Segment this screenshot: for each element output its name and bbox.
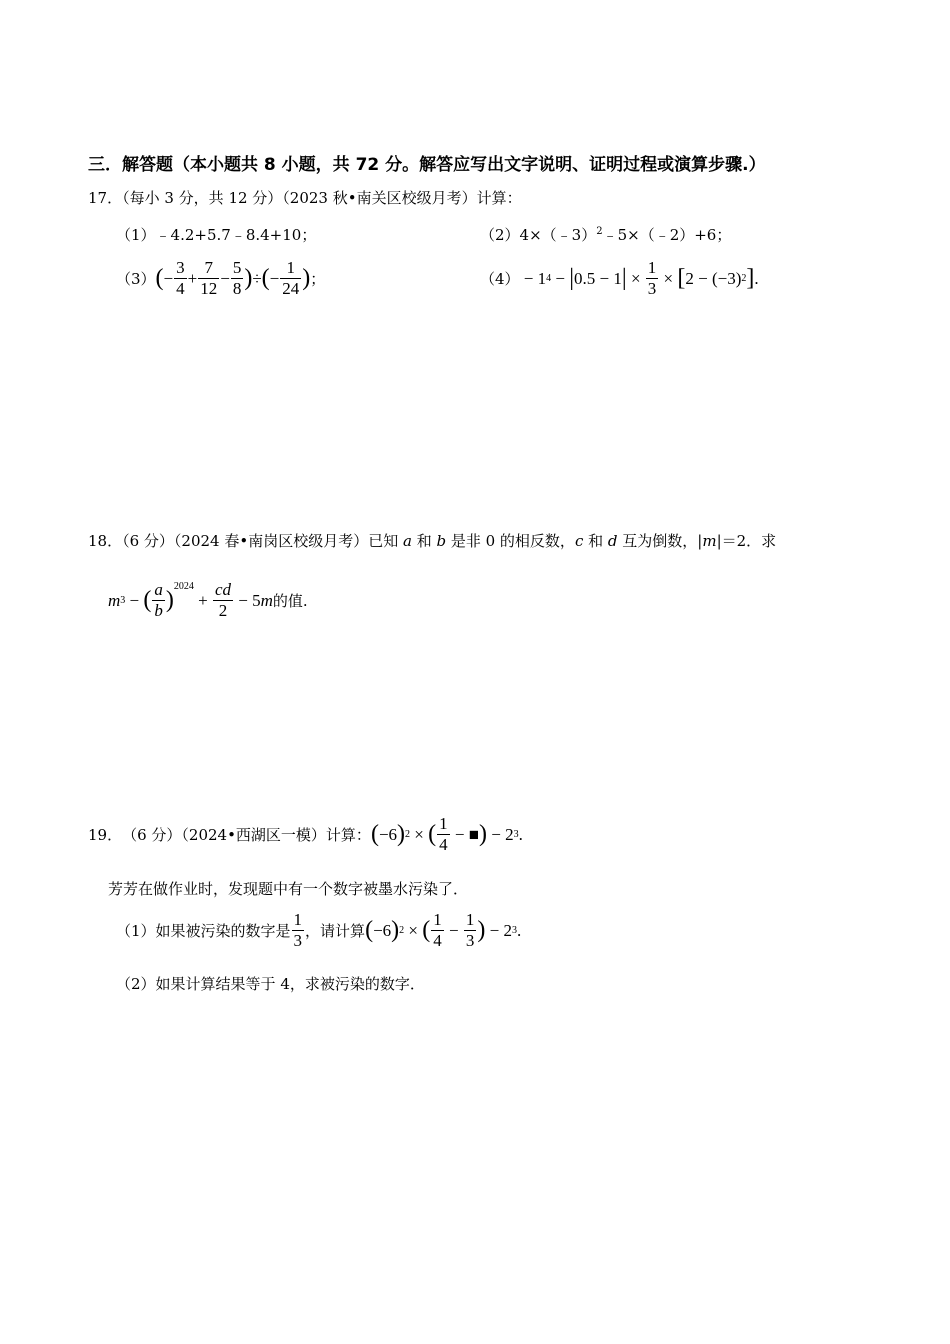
q17-part1 [116, 224, 316, 245]
q19-part2: （2）如果计算结果等于 4，求被污染的数字． [116, 975, 425, 993]
q17-p2-label: （2） [480, 226, 520, 244]
q18-frac-cd: $\frac{cd}{2}$ [214, 580, 232, 620]
q17-p4-label: （4） [480, 270, 520, 288]
q17-number: 17． [88, 189, 123, 207]
q19-p1-frac: $\frac{1}{3}$ [293, 910, 303, 950]
q19-intro: 芳芳在做作业时，发现题中有一个数字被墨水污染了． [108, 880, 469, 898]
q18-frac-ab: $\frac{a}{b}$ [154, 580, 163, 620]
q17-part2 [480, 224, 731, 245]
q19-header: 19． （6 分）（2024•西湖区一模）计算： ( −6 ) 2 × ( $\frac{1}{4}$ − ■ ) − 2 3 . [88, 814, 523, 854]
q17-p3-frac3: $\frac{5}{8}$ [232, 258, 242, 298]
q17-p1-expr: ﹣4.2+5.7﹣8.4+10； [155, 226, 317, 244]
section-title: 三．解答题（本小题共 8 小题，共 72 分。解答应写出文字说明、证明过程或演算步骤.） [88, 155, 766, 175]
q17-part3: （3） ( − $\frac{3}{4}$ + $\frac{7}{12}$ − $\frac{5}{8}$ ) ÷ ( − $\frac{1}{24}$ ) ； [116, 258, 326, 298]
q18-header: 18．（6 分）（2024 春•南岗区校级月考）已知 a 和 b 是非 0 的相反数，c 和 d 互为倒数，|m|＝2．求 [88, 532, 777, 550]
q17-header [88, 187, 522, 208]
q17-p4-frac: $\frac{1}{3}$ [647, 258, 657, 298]
q17-p2-expr-a: 4×（﹣3） [519, 226, 597, 244]
q18-number: 18． [88, 532, 123, 550]
q17-p1-label: （1） [116, 226, 156, 244]
q17-p3-label: （3） [116, 270, 156, 288]
q19-frac: $\frac{1}{4}$ [439, 814, 448, 854]
q18-expression: m 3 − ( $\frac{a}{b}$ ) $^{2024}$ + $\frac{cd}{2}$ − 5 m 的值. [108, 580, 308, 620]
q19-number: 19． [88, 826, 123, 844]
q17-part4: （4） − 1 4 − | 0.5 − 1 | × $\frac{1}{3}$ × [ 2 − (−3) 2 ] . [480, 258, 759, 298]
ink-blot: ■ [468, 824, 479, 844]
q17-p4-inner: 2 − (−3) [685, 268, 742, 288]
q17-p2-expr-b: ﹣5×（﹣2）+6； [602, 226, 732, 244]
q19-part1: （1）如果被污染的数字是 $\frac{1}{3}$ ，请计算 ( −6 ) 2 × ( $\frac{1}{4}$ − $\frac{1}{3}$ ) − 2 3 . [116, 910, 522, 950]
q17-p4-abs: 0.5 − 1 [574, 268, 622, 288]
q17-p3-frac1: $\frac{3}{4}$ [176, 258, 185, 298]
q17-header-text: （每小 3 分，共 12 分）（2023 秋•南关区校级月考）计算： [122, 189, 522, 207]
q17-p2-exponent: 2 [596, 226, 603, 237]
q17-p3-frac2: $\frac{7}{12}$ [200, 258, 218, 298]
q17-p3-frac4: $\frac{1}{24}$ [282, 258, 300, 298]
